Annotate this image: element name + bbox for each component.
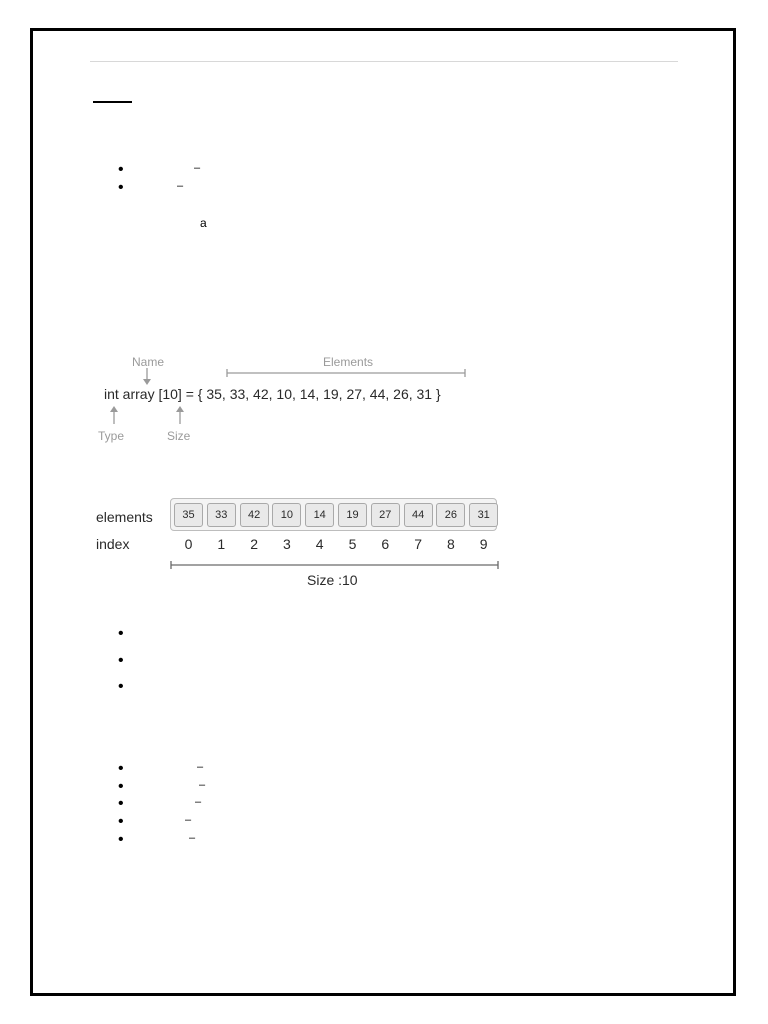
array-cell: 44 (404, 503, 433, 527)
dash-mark: – (199, 779, 206, 791)
type-annotation: Type (98, 429, 125, 443)
decl-prefix: int array (104, 386, 159, 402)
dash-mark: – (197, 761, 204, 773)
array-cell: 33 (207, 503, 236, 527)
index-label: 1 (217, 536, 226, 552)
bullet-point: • (118, 778, 124, 795)
decl-size: [10] (158, 386, 182, 402)
array-cell: 14 (305, 503, 334, 527)
bullet-point: • (118, 652, 124, 669)
array-cell: 26 (436, 503, 465, 527)
array-cell: 19 (338, 503, 367, 527)
array-cell: 35 (174, 503, 203, 527)
size-caption: Size :10 (307, 572, 358, 588)
index-label: 3 (282, 536, 291, 552)
size-bracket (0, 555, 768, 575)
small-letter: a (200, 216, 207, 230)
name-annotation: Name (132, 355, 165, 369)
array-cell: 42 (240, 503, 269, 527)
bullet-point: • (118, 179, 124, 196)
array-cell: 31 (469, 503, 498, 527)
bullet-point: • (118, 831, 124, 848)
index-row-label: index (96, 536, 130, 552)
dash-mark: – (185, 814, 192, 826)
bullet-point: • (118, 678, 124, 695)
index-label: 8 (446, 536, 455, 552)
elements-row-label: elements (96, 509, 153, 525)
bullet-point: • (118, 161, 124, 178)
index-label: 6 (381, 536, 390, 552)
array-cell: 27 (371, 503, 400, 527)
bullet-point: • (118, 795, 124, 812)
index-label: 4 (315, 536, 324, 552)
elements-annotation: Elements (323, 355, 374, 369)
bullet-point: • (118, 625, 124, 642)
index-label: 2 (250, 536, 258, 552)
index-label: 5 (348, 536, 357, 552)
dash-mark: – (195, 796, 202, 808)
size-annotation: Size (167, 429, 191, 443)
dash-mark: – (177, 180, 184, 192)
dash-mark: – (189, 832, 196, 844)
decl-values: = { 35, 33, 42, 10, 14, 19, 27, 44, 26, 31 } (181, 386, 441, 402)
index-label: 9 (479, 536, 488, 552)
array-declaration (104, 385, 441, 403)
index-label: 7 (414, 536, 422, 552)
bullet-point: • (118, 813, 124, 830)
dash-mark: – (194, 162, 201, 174)
bullet-point: • (118, 760, 124, 777)
array-cell: 10 (272, 503, 301, 527)
index-label: 0 (184, 536, 193, 552)
